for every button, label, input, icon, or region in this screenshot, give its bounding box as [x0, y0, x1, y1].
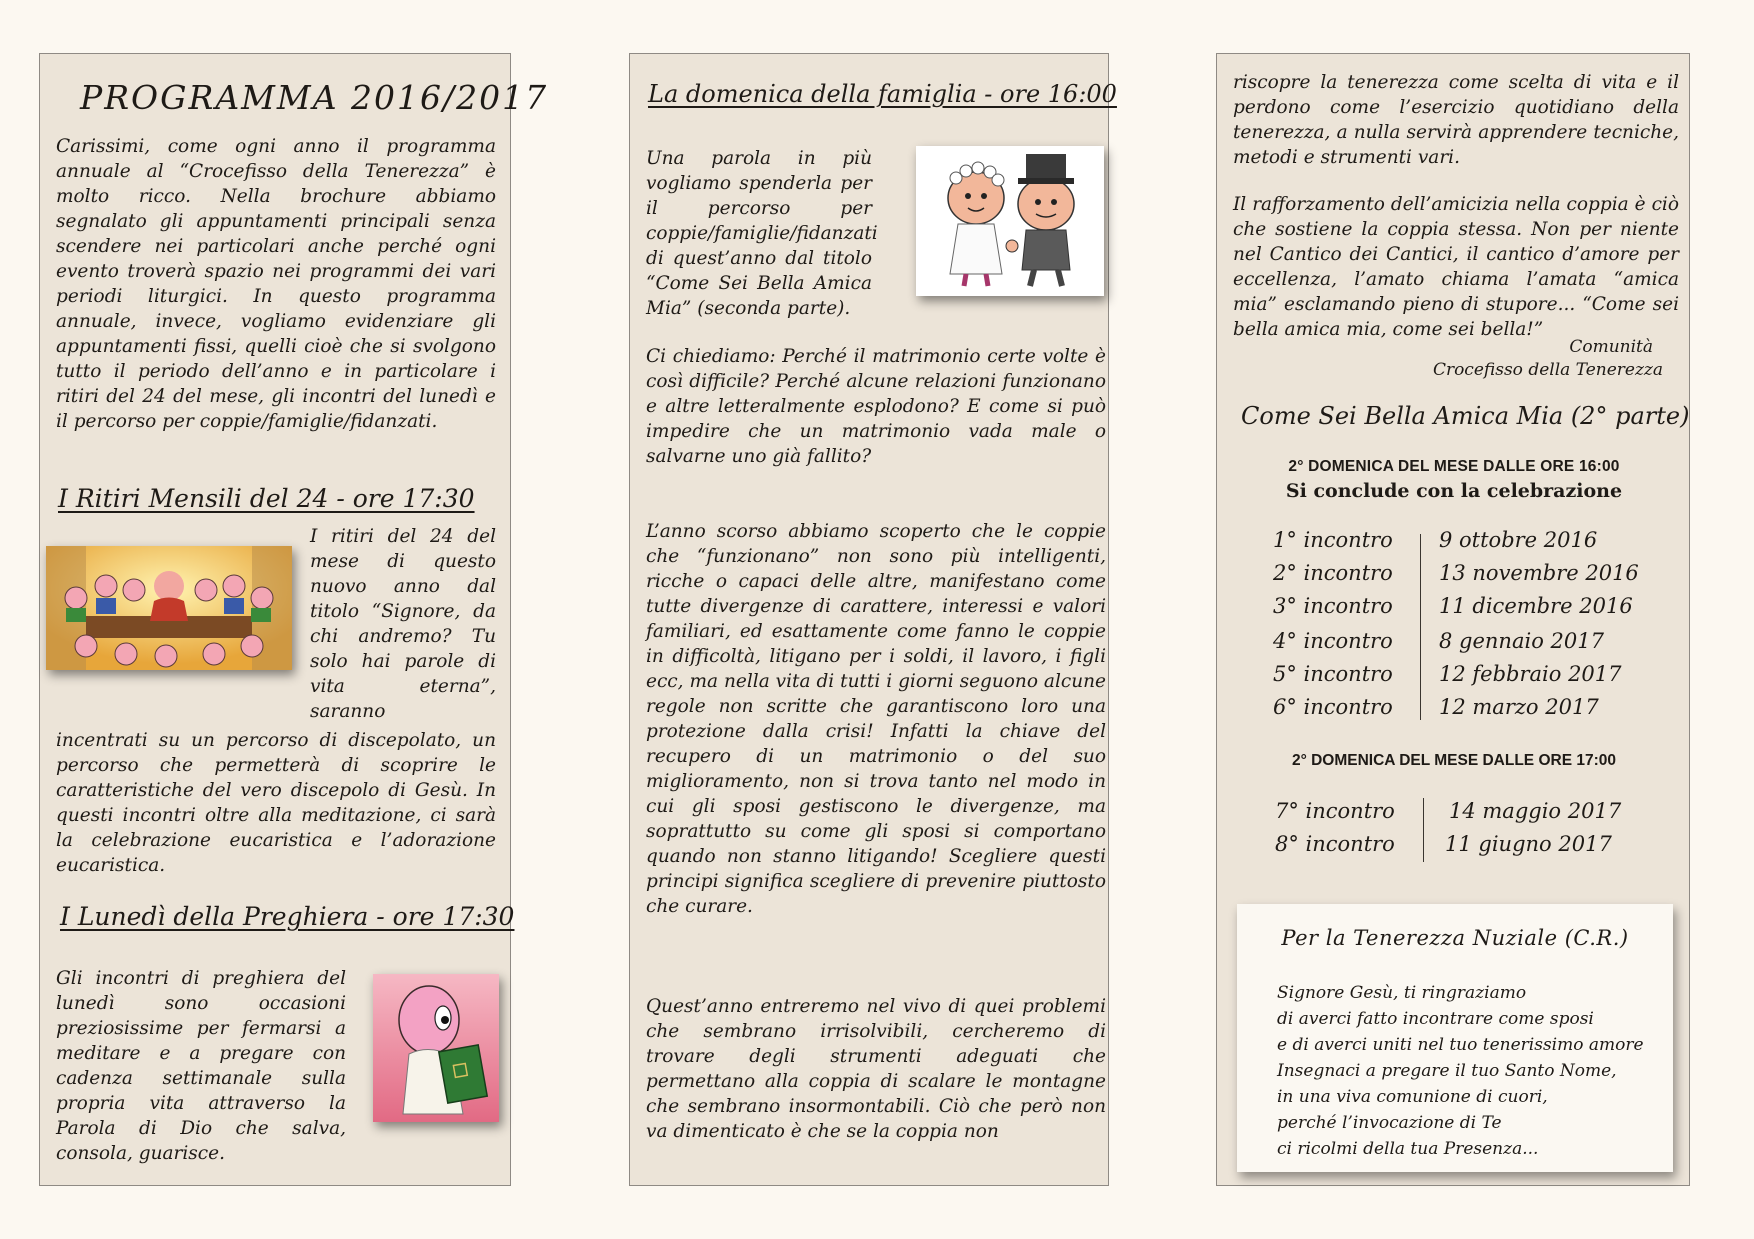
famiglia-text-4: Quest’anno entreremo nel vivo di quei problemi che sembrano irrisolvibili, cercheremo di trovare degli strumenti adeguati che permettano alla coppia di scalare le montagne che sembrano insormontabili. Ciò che però non va dimenticato è che se la coppia non: [646, 996, 1106, 1142]
date-6: 12 marzo 2017: [1439, 695, 1599, 719]
group2-label: 2° DOMENICA DEL MESE DALLE ORE 17:00: [1291, 752, 1616, 769]
panel-center: [629, 53, 1117, 1186]
date-5: 12 febbraio 2017: [1439, 662, 1622, 686]
signature: [1433, 336, 1663, 382]
date-7: 14 maggio 2017: [1449, 799, 1622, 823]
date-2: 13 novembre 2016: [1439, 561, 1639, 585]
prayer-line: e di averci uniti nel tuo tenerissimo amore: [1277, 1035, 1644, 1055]
famiglia-heading: La domenica della famiglia - ore 16:00: [648, 80, 1117, 108]
incontro-4: 4° incontro: [1273, 629, 1393, 653]
tenerezza-text-1: riscopre la tenerezza come scelta di vita e il perdono come l’esercizio quotidiano della tenerezza, a nulla servirà apprendere tecniche, metodi e strumenti vari.: [1233, 72, 1679, 168]
ritiri-text-full: incentrati su un percorso di discepolato, un percorso che permetterà di scoprire le caratteristiche del vero discepolo di Gesù. In questi incontri oltre alla meditazione, ci sarà la celebrazione eucaristica e l’adorazione eucaristica.: [56, 730, 496, 876]
group2-divider: [1423, 798, 1424, 862]
signature-line-1: Comunità: [1569, 337, 1653, 357]
famiglia-text-2: Ci chiediamo: Perché il matrimonio certe volte è così difficile? Perché alcune relazioni funzionano e altre letteralmente esplodono? E come si può impedire che un matrimonio vada male o salvarne uno già fallito?: [646, 346, 1106, 467]
group1-label: 2° DOMENICA DEL MESE DALLE ORE 16:00: [1288, 458, 1620, 475]
prayer-line: ci ricolmi della tua Presenza...: [1277, 1139, 1539, 1159]
lunedi-heading: I Lunedì della Preghiera - ore 17:30: [60, 902, 515, 931]
date-4: 8 gennaio 2017: [1439, 629, 1604, 653]
page-title: PROGRAMMA 2016/2017: [80, 78, 549, 117]
lunedi-text: Gli incontri di preghiera del lunedì sono occasioni preziosissime per fermarsi a meditare e a pregare con cadenza settimanale sulla propria vita attraverso la Parola di Dio che salva, consola, guarisce.: [56, 968, 346, 1164]
ritiri-text-side: I ritiri del 24 del mese di questo nuovo anno dal titolo “Signore, da chi andremo? Tu solo hai parole di vita eterna”, saranno: [310, 526, 496, 722]
incontro-7: 7° incontro: [1275, 799, 1395, 823]
signature-line-2: Crocefisso della Tenerezza: [1432, 360, 1663, 380]
group1-sub: Si conclude con la celebrazione: [1285, 480, 1623, 502]
prayer-line: Insegnaci a pregare il tuo Santo Nome,: [1277, 1061, 1617, 1081]
intro-text: Carissimi, come ogni anno il programma annuale al “Crocefisso della Tenerezza” è molto ricco. Nella brochure abbiamo segnalato gli appuntamenti principali senza scendere nei particolari anche perché ogni evento troverà spazio nei programmi dei vari periodi liturgici. In questo programma annuale, invece, vogliamo evidenziare gli appuntamenti fissi, quelli cioè che si svolgono tutto il periodo dell’anno e in particolare i ritiri del 24 del mese, gli incontri del lunedì e il percorso per coppie/famiglie/fidanzati.: [56, 136, 496, 432]
panel-right: [1216, 53, 1690, 1186]
prayer-box: [1237, 904, 1673, 1172]
bride-groom-illustration: [916, 146, 1104, 296]
last-supper-illustration: [46, 546, 292, 670]
prayer-line: perché l’invocazione di Te: [1277, 1113, 1502, 1133]
prayer-line: Signore Gesù, ti ringraziamo: [1277, 983, 1527, 1003]
tenerezza-text-2: Il rafforzamento dell’amicizia nella coppia è ciò che sostiene la coppia stessa. Non per niente nel Cantico dei Cantici, il cantico d’amore per eccellenza, l’amato chiama l’amata “amica mia” esclamando pieno di stupore... “Come sei bella amica mia, come sei bella!”: [1233, 194, 1679, 340]
praying-figure-illustration: [373, 974, 499, 1122]
date-3: 11 dicembre 2016: [1439, 594, 1633, 618]
ritiri-heading: I Ritiri Mensili del 24 - ore 17:30: [58, 484, 475, 513]
incontro-6: 6° incontro: [1273, 695, 1393, 719]
famiglia-text-3: L’anno scorso abbiamo scoperto che le coppie che “funzionano” non sono più intelligenti, ricche o capaci delle altre, manifestano come tutte divergenze di carattere, interessi e valori familiari, ed esattamente come fanno le coppie in difficoltà, litigano per i soldi, il lavoro, i figli ecc, ma nella vita di tutti i giorni seguono alcune regole non scritte che garantiscono loro una protezione dalla crisi! Infatti la chiave del recupero di un matrimonio o del suo miglioramento, non si trova tanto nel modo in cui gli sposi gestiscono le divergenze, ma soprattutto su come gli sposi si comportano quando non stanno litigando! Scegliere questi principi significa scegliere di prevenire piuttosto che curare.: [646, 521, 1106, 917]
incontro-2: 2° incontro: [1273, 561, 1393, 585]
group1-divider: [1420, 534, 1421, 720]
date-8: 11 giugno 2017: [1445, 832, 1612, 856]
incontro-8: 8° incontro: [1275, 832, 1395, 856]
prayer-line: di averci fatto incontrare come sposi: [1277, 1009, 1594, 1029]
date-1: 9 ottobre 2016: [1439, 528, 1598, 552]
prayer-text: [1277, 980, 1644, 1162]
schedule-title: Come Sei Bella Amica Mia (2° parte): [1241, 402, 1690, 430]
incontro-5: 5° incontro: [1273, 662, 1393, 686]
incontro-3: 3° incontro: [1273, 594, 1393, 618]
prayer-title: Per la Tenerezza Nuziale (C.R.): [1281, 926, 1629, 950]
famiglia-text-1: Una parola in più vogliamo spenderla per il percorso per coppie/famiglie/fidanzati di quest’anno dal titolo “Come Sei Bella Amica Mia” (seconda parte).: [646, 148, 878, 319]
prayer-line: in una viva comunione di cuori,: [1277, 1087, 1548, 1107]
incontro-1: 1° incontro: [1273, 528, 1393, 552]
panel-left: [39, 53, 549, 1186]
